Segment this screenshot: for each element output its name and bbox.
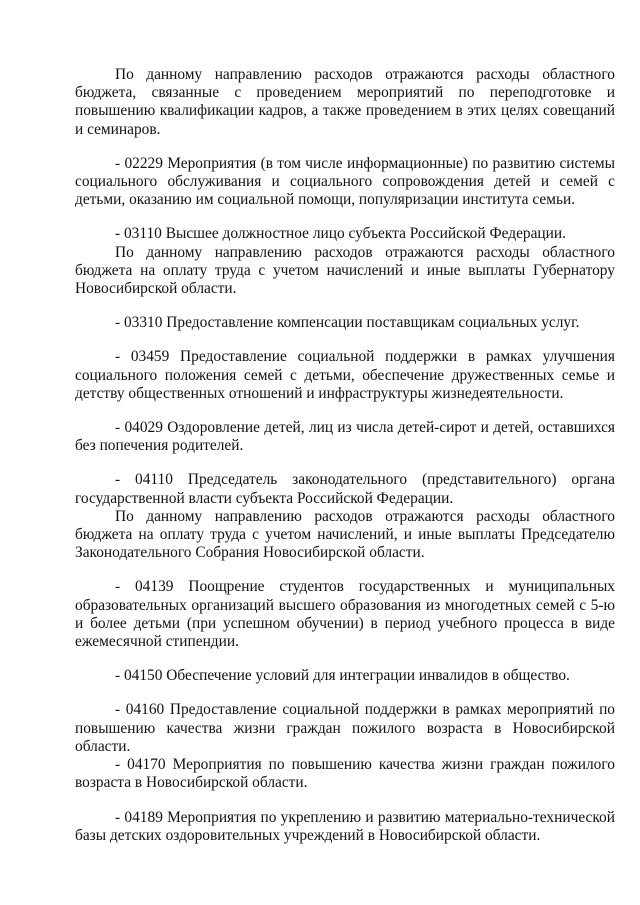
paragraph-04110: - 04110 Председатель законодательного (представительного) органа государственной власти субъекта Российской Федерации. [75,471,615,507]
paragraph-03110: - 03110 Высшее должностное лицо субъекта Российской Федерации. [115,225,566,243]
paragraph-03110-description: По данному направлению расходов отражаются расходы областного бюджета на оплату труда с учетом начислений и иные выплаты Губернатору Новосибирской области. [75,243,615,298]
paragraph-04110-description: По данному направлению расходов отражаются расходы областного бюджета на оплату труда с учетом начислений, и иные выплаты Председателю Законодательного Собрания Новосибирской области. [75,507,615,562]
paragraph-04189: - 04189 Мероприятия по укреплению и развитию материально-технической базы детских оздоровительных учреждений в Новосибирской области. [75,808,615,844]
paragraph-04160: - 04160 Предоставление социальной поддержки в рамках мероприятий по повышению качества жизни граждан пожилого возраста в Новосибирской области. [75,701,615,755]
paragraph-04029: - 04029 Оздоровление детей, лиц из числа детей-сирот и детей, оставшихся без попечения родителей. [75,419,615,455]
paragraph-03310: - 03310 Предоставление компенсации поставщикам социальных услуг. [115,314,580,332]
paragraph-04150: - 04150 Обеспечение условий для интеграции инвалидов в общество. [115,667,570,685]
paragraph-04139: - 04139 Поощрение студентов государственных и муниципальных образовательных организаций высшего образования из многодетных семей с 5-ю и более детьми (при успешном обучении) в период учебного процесса в виде ежемесячной стипендии. [75,578,615,651]
paragraph-04170: - 04170 Мероприятия по повышению качества жизни граждан пожилого возраста в Новосибирской области. [75,756,615,792]
paragraph-03459: - 03459 Предоставление социальной поддержки в рамках улучшения социального положения семей с детьми, обеспечение дружественных семье и детству общественных отношений и инфраструктуры жизнедеятельности. [75,348,615,402]
paragraph-training-expenses: По данному направлению расходов отражаются расходы областного бюджета, связанные с проведением мероприятий по переподготовке и повышению квалификации кадров, а также проведением в этих целях совещаний и семинаров. [75,66,615,138]
document-body [75,66,615,845]
paragraph-02229: - 02229 Мероприятия (в том числе информационные) по развитию системы социального обслуживания и социального сопровождения детей и семей с детьми, оказанию им социальной помощи, популяризации института семьи. [75,154,615,209]
